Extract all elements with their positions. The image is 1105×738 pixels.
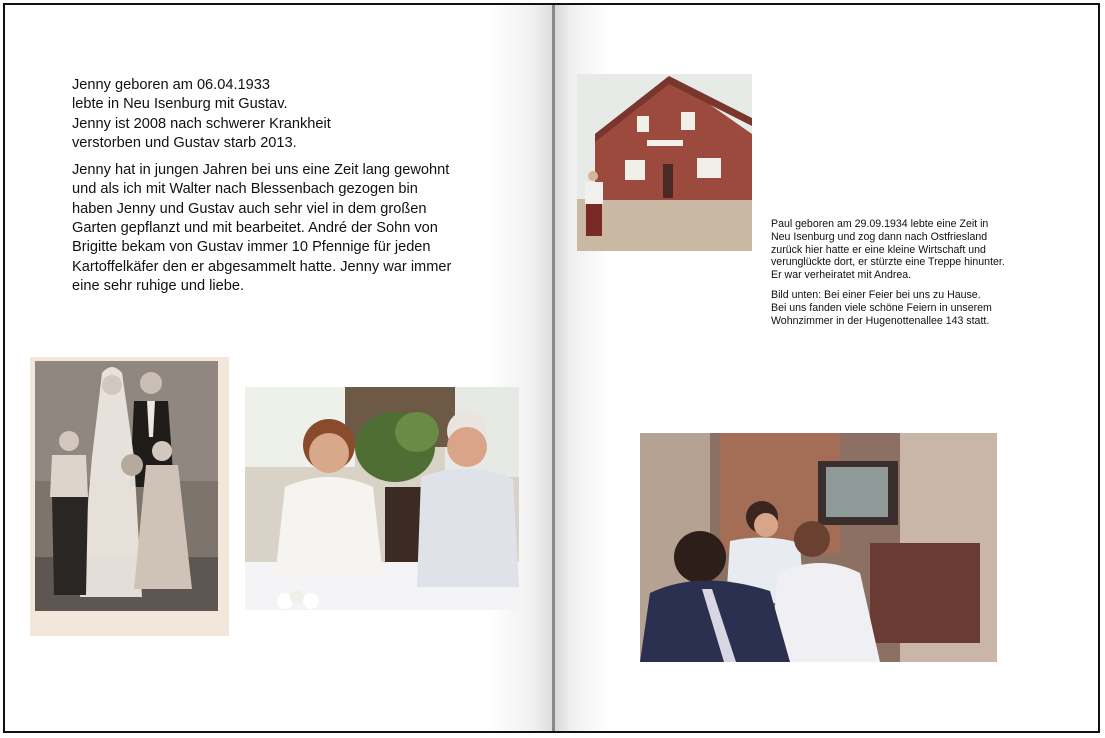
wedding-photo	[30, 357, 229, 636]
left-page-text	[72, 76, 512, 304]
couple-photo	[245, 387, 519, 610]
right-page-text	[771, 218, 1071, 334]
paul-intro-paragraph: Paul geboren am 29.09.1934 lebte eine Zeit in Neu Isenburg und zog dann nach Ostfriesland zurück hier hatte er eine kleine Wirtschaft und verunglückte dort, er stürzte eine Treppe hinunter. Er war verheiratet mit Andrea.	[771, 218, 1005, 282]
party-photo	[640, 433, 997, 662]
book-spine	[552, 5, 555, 731]
jenny-intro-paragraph: Jenny geboren am 06.04.1933 lebte in Neu Isenburg mit Gustav. Jenny ist 2008 nach schwerer Krankheit verstorben und Gustav starb 2013.	[72, 77, 331, 151]
party-caption-paragraph: Bild unten: Bei einer Feier bei uns zu Hause. Bei uns fanden viele schöne Feiern in unserem Wohnzimmer in der Hugenottenallee 143 statt.	[771, 288, 992, 327]
brick-house-photo	[577, 74, 752, 251]
jenny-story-paragraph: Jenny hat in jungen Jahren bei uns eine Zeit lang gewohnt und als ich mit Walter nach Blessenbach gezogen bin haben Jenny und Gustav auch sehr viel in dem großen Garten gepflanzt und mit bearbeitet. André der Sohn von Brigitte bekam von Gustav immer 10 Pfennige für jeden Kartoffelkäfer den er abgesammelt hatte. Jenny war immer eine sehr ruhige und liebe.	[72, 162, 452, 294]
